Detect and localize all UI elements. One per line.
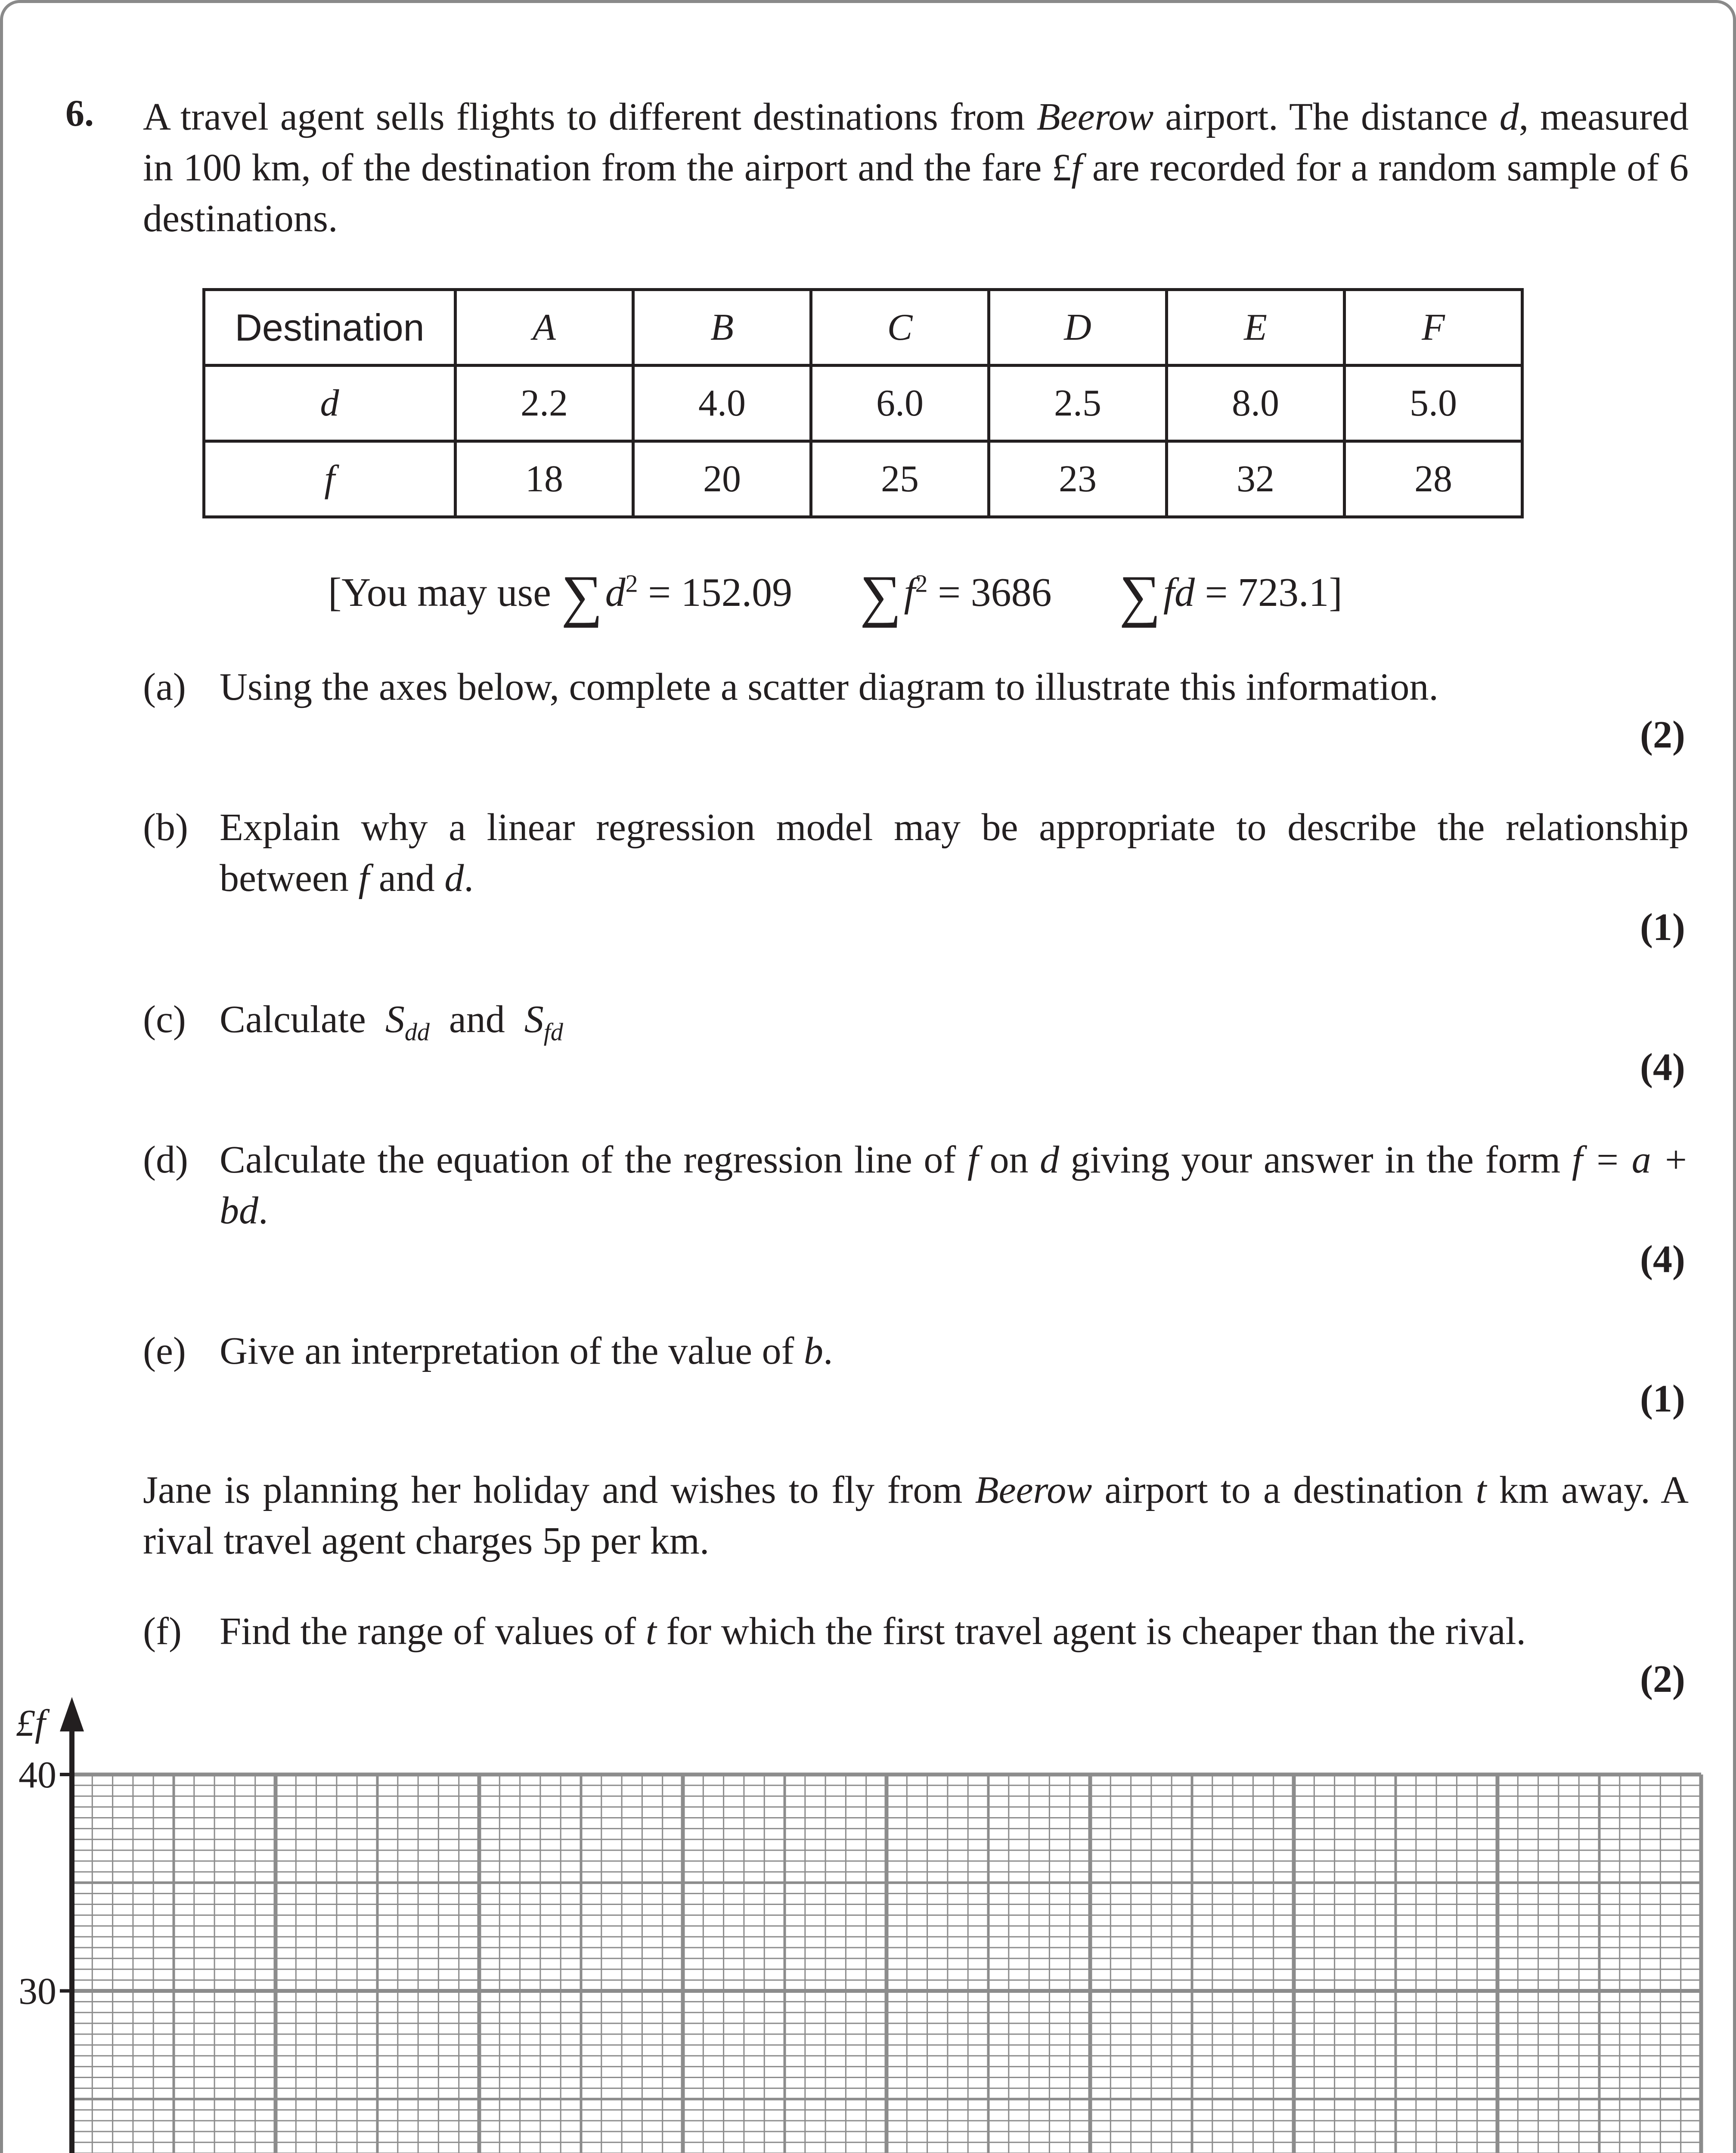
- sigma-symbol: ∑: [561, 564, 603, 628]
- scatter-axes[interactable]: [3, 1674, 1736, 2153]
- table-cell: 4.0: [633, 366, 811, 441]
- table-cell: 5.0: [1345, 366, 1522, 441]
- sigma-symbol: ∑: [860, 564, 902, 628]
- marks-a: (2): [1640, 714, 1685, 756]
- table-cell: F: [1345, 290, 1522, 366]
- table-cell: D: [989, 290, 1167, 366]
- axes: [60, 1697, 1736, 2153]
- table-cell: 28: [1345, 441, 1522, 517]
- table-cell: A: [456, 290, 633, 366]
- y-axis-arrow-icon: [60, 1697, 84, 1731]
- table-row: [204, 366, 1522, 441]
- marks-d: (4): [1640, 1238, 1685, 1281]
- table-header-cell: Destination: [204, 290, 456, 366]
- table-header-cell: f: [204, 441, 456, 517]
- table-cell: 8.0: [1167, 366, 1345, 441]
- part-c: (c) Calculate $S_{dd}$ and $S_{fd}$: [143, 998, 563, 1046]
- summation-hint: [You may use $\sum d^2 = 152.09$ $\sum f^2 = 3686$ ∑fd = 723.1]: [328, 564, 1342, 628]
- y-tick-label: 30: [19, 1970, 56, 2013]
- part-d: (d) Calculate the equation of the regression line of f on d giving your answer in the form f = a + bd.: [143, 1139, 1689, 1232]
- question-intro: A travel agent sells flights to different destinations from Beerow airport. The distance d, measured in 100 km, of the destination from the airport and the fare £f are recorded for a random sample of 6 destinations.: [143, 96, 1689, 240]
- marks-e: (1): [1640, 1377, 1685, 1420]
- table-cell: 25: [811, 441, 989, 517]
- table-row: [204, 441, 1522, 517]
- table-cell: 2.2: [456, 366, 633, 441]
- table-cell: C: [811, 290, 989, 366]
- y-axis-label: £f: [16, 1703, 46, 1744]
- table-row: [204, 290, 1522, 366]
- sigma-symbol: ∑: [1119, 564, 1161, 628]
- table-cell: 18: [456, 441, 633, 517]
- table-cell: 20: [633, 441, 811, 517]
- table-cell: 23: [989, 441, 1167, 517]
- y-tick-label: 40: [19, 1754, 56, 1796]
- table-cell: E: [1167, 290, 1345, 366]
- table-cell: B: [633, 290, 811, 366]
- marks-f: (2): [1640, 1658, 1685, 1700]
- data-table: [202, 288, 1524, 518]
- question-number: 6.: [65, 93, 94, 134]
- table-cell: 6.0: [811, 366, 989, 441]
- part-e: (e) Give an interpretation of the value of b.: [143, 1330, 833, 1372]
- part-b: (b) Explain why a linear regression model may be appropriate to describe the relationship between f and d.: [143, 806, 1689, 900]
- rival-paragraph: Jane is planning her holiday and wishes to fly from Beerow airport to a destination t km away. A rival travel agent charges 5p per km.: [143, 1469, 1689, 1562]
- part-f: (f) Find the range of values of t for which the first travel agent is cheaper than the rival.: [143, 1610, 1526, 1653]
- marks-b: (1): [1640, 906, 1685, 949]
- part-a: (a) Using the axes below, complete a scatter diagram to illustrate this information.: [143, 666, 1438, 708]
- graph-paper-grid: [72, 1775, 1701, 2153]
- marks-c: (4): [1640, 1046, 1685, 1089]
- table-cell: 2.5: [989, 366, 1167, 441]
- table-cell: 32: [1167, 441, 1345, 517]
- table-header-cell: d: [204, 366, 456, 441]
